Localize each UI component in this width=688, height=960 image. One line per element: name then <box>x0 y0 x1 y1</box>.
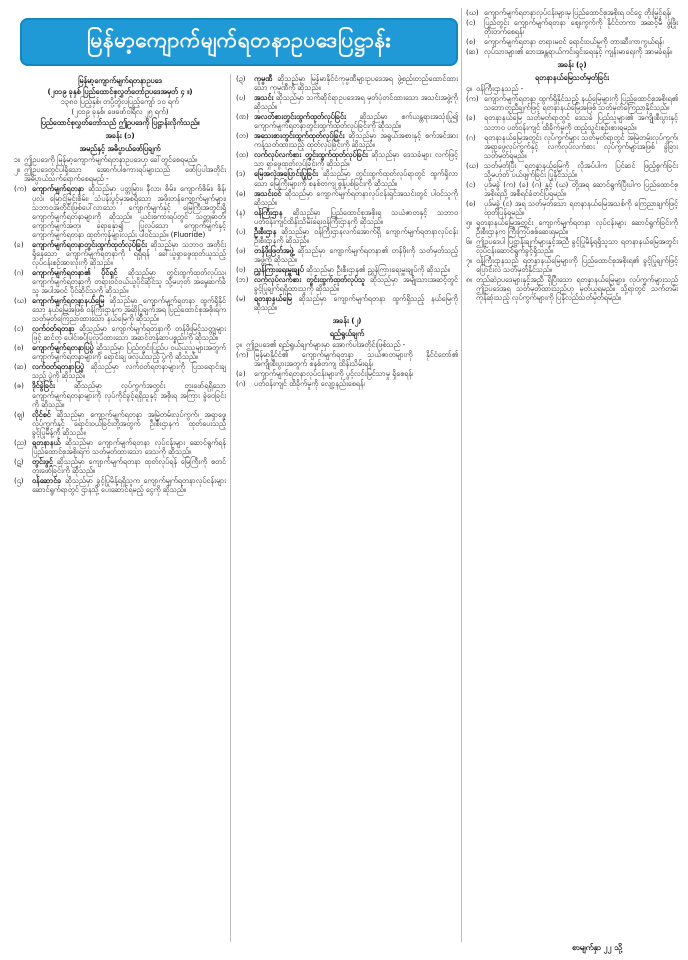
item-text <box>254 275 458 293</box>
item-number: (ဗ) <box>236 264 246 274</box>
defined-term: ဝန်ကြီးဌာန <box>254 207 293 217</box>
item-number: (က) <box>14 184 27 194</box>
item-text <box>254 169 458 187</box>
item-text <box>484 113 678 131</box>
item-body: ဆိုသည်မှာ ကျောက်မျက်ရတနာ ထွက်ရှိသည့် နယ်မြေကို ဆိုသည်။ <box>254 294 458 313</box>
list-item <box>236 169 458 187</box>
defined-term: ရတနာနယ်မြေ <box>254 294 299 304</box>
list-item <box>14 362 226 380</box>
defined-term: ကျောက်မျက်ရတနာပြပွဲ <box>32 343 97 353</box>
list-item <box>236 265 458 274</box>
defined-term: အသင်းဝင် <box>254 188 285 198</box>
item-number: (ဒ) <box>236 169 246 179</box>
item-body: ဆိုသည်မှာ ကျောက်မျက်ရတနာ ထွက်ရှိနိုင်သော နယ်မြေအဖြစ် ဝန်ကြီးဌာနက အဆိုပြုချက်အရ ပြည်ထောင်စုအစိုးရက သတ်မှတ်ကြေညာထားသော နယ်မြေကို ဆိုသည်။ <box>32 296 226 324</box>
item-number: (တ) <box>236 131 249 141</box>
list-item <box>236 189 458 207</box>
definitions-list <box>14 155 226 494</box>
list-item <box>466 113 678 131</box>
item-body: ကျောက်မျက်ရတနာ တရားမဝင် ရောင်းဝယ်မှုကို တားဆီးကာကွယ်ရန်၊ <box>484 37 664 47</box>
list-item <box>236 93 458 111</box>
item-body: ပတ်ဝန်းကျင် ထိခိုက်မှုကို လျော့နည်းစေရန်၊ <box>254 379 365 389</box>
item-number: (ဏ) <box>236 112 249 122</box>
chapter-2-title: ရည်ရွယ်ချက် <box>329 329 365 339</box>
item-body: ဤဥပဒေကို မြန်မာ့ကျောက်မျက်ရတနာဥပဒေဟု ခေါ်တွင်စေရမည်။ <box>24 155 198 165</box>
chapter-1-title: အမည်နှင့် အဓိပ္ပာယ်ဖော်ပြချက် <box>79 144 161 154</box>
list-item <box>236 350 458 368</box>
item-number: (င) <box>14 324 24 334</box>
law-enactment: ပြည်ထောင်စုလွှတ်တော်သည် ဤဥပဒေကို ပြဋ္ဌာန်းလိုက်သည်။ <box>40 118 200 128</box>
column-divider <box>230 74 231 942</box>
item-number: (စ) <box>14 343 24 353</box>
item-text <box>484 18 678 36</box>
defined-term: ဦးစီးဌာန <box>254 226 282 236</box>
item-body: ဆိုသည်မှာ ပြည်တွင်းပြည်ပ ဝယ်ယူသူများအတွက် ကျောက်မျက်ရတနာများကို ရောင်းချ ဖလှယ်သည့် ပွဲကို ဆိုသည်။ <box>32 343 226 362</box>
zone-designation-list <box>466 84 678 302</box>
law-name: မြန်မာ့ကျောက်မျက်ရတနာဥပဒေ <box>78 76 162 85</box>
item-text <box>32 296 226 323</box>
item-text <box>254 112 458 130</box>
defined-term: အလတ်စားတွင်းထွက်ထုတ်လုပ်ခြင်း <box>254 112 360 122</box>
list-item <box>14 165 226 183</box>
item-text <box>484 180 678 198</box>
item-text <box>484 47 678 56</box>
defined-term: လိုင်စင် <box>32 409 57 419</box>
item-number: ၇။ <box>466 256 473 266</box>
defined-term: တန်ဖိုးဖြတ်အဖွဲ့ <box>254 245 298 255</box>
defined-term: ကျောက်မျက်ရတနာတွင်းထွက်ထုတ်လုပ်ခြင်း <box>32 239 151 249</box>
item-number: ၄။ <box>466 84 473 94</box>
defined-term: ကျောက်မျက်ရတနာနယ်မြေ <box>32 296 110 306</box>
item-number: (ဂ) <box>236 379 246 389</box>
item-body: ရတနာနယ်မြေ သတ်မှတ်ရာတွင် ဒေသခံ ပြည်သူများ၏ အကျိုးစီးပွားနှင့် သဘာဝ ပတ်ဝန်းကျင် ထိခိုက်မှုကို ထည့်သွင်းစဉ်းစားရမည်။ <box>484 113 678 132</box>
item-text <box>32 240 226 267</box>
defined-term: ရတနာနယ် <box>32 437 66 447</box>
item-number: (ဖ) <box>236 245 246 255</box>
item-body: ဆိုသည်မှာ ဒေသခံများ လက်ဖြင့်သာ ရှာဖွေထုတ်လုပ်ခြင်းကို ဆိုသည်။ <box>254 150 458 169</box>
list-item <box>236 275 458 293</box>
list-item <box>466 275 678 302</box>
item-number: (ထ) <box>236 150 249 160</box>
item-body: ဆိုသည်မှာ ကျောက်မျက်ရတနာ၏ တန်ဖိုးကို သတ်မှတ်သည့်အဖွဲ့ကို ဆိုသည်။ <box>254 245 458 264</box>
list-item <box>14 343 226 361</box>
item-number: (စ) <box>466 37 476 47</box>
item-body: ဆိုသည်မှာ လုပ်ကွက်အတွင်း တူးဖော်ရရှိသော ကျောက်မျက်ရတနာများကို လုပ်ကိုင်ခွင့်ရရှိသူနှင့် အစိုးရ အကြား ခွဲဝေခြင်းကို ဆိုသည်။ <box>32 381 226 409</box>
list-item <box>466 218 678 236</box>
item-body: ကျောက်မျက်ရတနာလုပ်ငန်းများမှ ပြည်ထောင်စုအစိုးရ ဝင်ငွေ တိုးမြှင့်ရန်၊ <box>484 8 672 17</box>
item-body: ဆိုသည်မှာ သက်ဆိုင်ရာဥပဒေအရ မှတ်ပုံတင်ထားသော အသင်းအဖွဲ့ကို ဆိုသည်။ <box>254 93 458 112</box>
list-item <box>466 133 678 160</box>
defined-term: ကုမ္ပဏီ <box>254 74 278 83</box>
column-2 <box>236 74 458 944</box>
item-text <box>246 340 458 349</box>
item-body: ပုဒ်မခွဲ (က) (ခ) (ဂ) နှင့် (ဃ) တို့အရ ဆောင်ရွက်ပြီးပါက ပြည်ထောင်စုအစိုးရသို့ အစီရင်ခံတင်ပြရမည်။ <box>484 179 678 198</box>
list-item <box>466 18 678 36</box>
item-number: (ဇ) <box>14 381 24 391</box>
item-number: ၅။ <box>466 217 473 227</box>
chapter-3-title: ရတနာနယ်မြေသတ်မှတ်ခြင်း <box>535 73 609 83</box>
item-number: (ဃ) <box>14 296 27 306</box>
list-item <box>236 340 458 349</box>
definitions-list-continued <box>236 74 458 312</box>
list-item <box>236 369 458 378</box>
list-item <box>236 150 458 168</box>
list-item <box>466 199 678 217</box>
item-body: ဤဥပဒေ၏ ရည်ရွယ်ချက်များမှာ အောက်ပါအတိုင်းဖြစ်သည် - <box>246 340 406 350</box>
item-text <box>484 161 678 179</box>
list-item <box>14 324 226 342</box>
item-number: (ဃ) <box>466 160 479 170</box>
item-body: ကျောက်မျက်ရတနာ ထွက်ရှိနိုင်သည့် နယ်မြေများကို ပြည်ထောင်စုအစိုးရ၏ သဘောတူညီချက်ဖြင့် ရတနာနယ်မြေအဖြစ် သတ်မှတ်ကြေညာနိုင်သည်။ <box>484 94 678 113</box>
continued-on-page: စာမျက်နှာ ၂၂ သို့ <box>572 943 623 952</box>
item-body: ကျောက်မျက်ရတနာလုပ်ငန်းများကို ပွင့်လင်းမြင်သာမှု ရှိစေရန်၊ <box>254 369 414 379</box>
list-item <box>14 240 226 267</box>
item-text <box>32 476 226 494</box>
item-number: (န) <box>236 207 246 217</box>
item-text <box>484 133 678 160</box>
item-body: ဆိုသည်မှာ ကျောက်မျက်ရတနာကို တန်ဖိုးမြင့်သတ္တုများဖြင့် ဆင်တူ ပေါင်းစပ်ပြုလုပ်ထားသော အဆင်တန်ဆာပစ္စည်းကို ဆိုသည်။ <box>32 324 226 343</box>
item-number: ၆။ <box>466 237 473 247</box>
item-number: (ဘ) <box>236 274 249 284</box>
item-text <box>32 268 226 295</box>
item-number: (ဆ) <box>14 362 27 372</box>
objectives-list <box>236 340 458 388</box>
item-number: ၈။ <box>466 275 473 285</box>
item-text <box>32 362 226 380</box>
list-item <box>236 294 458 312</box>
defined-term: ကျောက်မျက်ရတနာ <box>32 184 89 194</box>
item-text <box>254 227 458 245</box>
item-text <box>32 438 226 456</box>
item-text <box>32 410 226 437</box>
item-number: (က) <box>466 94 479 104</box>
law-date-en: (၂၀၁၉ ခုနှစ်၊ ဖေဖော်ဝါရီလ ၂၅ ရက်) <box>71 107 169 117</box>
defined-term: ကျောက်မျက်ရတနာ၏ ပိုင်ရှင် <box>32 267 129 277</box>
item-number: (ဎ) <box>236 93 246 103</box>
item-text <box>254 265 458 274</box>
item-body: ဆိုသည်မှာ ကျောက်မျက်ရတနာ လုပ်ငန်းများ ဆောင်ရွက်ရန် ပြည်ထောင်စုအစိုးရက သတ်မှတ်ထားသော ဒေသကို ဆိုသည်။ <box>32 437 226 456</box>
item-number: (ည) <box>14 437 27 447</box>
item-text <box>476 275 678 302</box>
item-text <box>32 381 226 408</box>
item-body: လုပ်သားများ၏ ဘေးအန္တရာယ်ကင်းရှင်းရေးနှင့် ကျန်းမာရေးကို အာမခံရန်။ <box>484 47 673 57</box>
defined-term: လက်လုပ်လက်စား တွင်းထွက်ထုတ်လုပ်ခြင်း <box>254 150 372 160</box>
item-text <box>484 94 678 112</box>
item-number: (ဋ) <box>14 456 24 466</box>
list-item <box>14 438 226 456</box>
list-item <box>236 246 458 264</box>
item-text <box>254 369 458 378</box>
chapter-1-number: အခန်း (၁) <box>105 131 135 141</box>
item-body: ဤဥပဒေပါ ပြဋ္ဌာန်းချက်များနှင့်အညီ ခွင့်ပြုမိန့်ရရှိသူသာ ရတနာနယ်မြေအတွင်း လုပ်ငန်းဆောင်ရွက်ခွင့်ရှိသည်။ <box>476 237 678 256</box>
item-body: ဆိုသည်မှာ မြန်မာနိုင်ငံကုမ္ပဏီများဥပဒေအရ ဖွဲ့စည်းတည်ထောင်ထားသော ကုမ္ပဏီကို ဆိုသည်။ <box>254 74 458 93</box>
defined-term: အသေးစားတွင်းထွက်ထုတ်လုပ်ခြင်း <box>254 131 349 141</box>
defined-term: မြေအလှဲအပြောင်းပြုခြင်း <box>254 169 323 179</box>
item-body: ဆိုသည်မှာ သဘာဝ အတိုင်းရှိနေသော ကျောက်မျက်ရတနာကို ရရှိရန် ခေါ်ယူရှာဖွေထုတ်ယူသည့် လုပ်ငန်းစဉ်အားလုံးကို ဆိုသည်။ <box>32 239 226 267</box>
list-item <box>466 47 678 56</box>
objectives-list-continued <box>466 8 678 56</box>
item-number: (က) <box>236 350 249 360</box>
item-text <box>254 246 458 264</box>
list-item <box>14 268 226 295</box>
item-number: (မ) <box>236 294 246 304</box>
item-number: (ခ) <box>14 239 24 249</box>
item-text <box>24 155 226 164</box>
item-body: ဆိုသည်မှာ ပတ္တမြား၊ နီလာ၊ စိမ်း၊ ကျောက်စိမ်း၊ စိန်၊ ပုလဲ၊ မြောင်မြင်းစိမ်း၊ သံပန်းပွင့်မှအစရှိသော အဖိုးတန်ကျောက်မျက်များ၊ သဘာဝအတိုင်းဖြစ်ပေါ်လာသော ကျောက်မျက်နှင့် မြေကြီးအတွင်းရှိ ကျောက်မျက်ရတနာများကို ဆိုသည်။ ယင်းစကားရပ်တွင် သတ္တုဓာတ်၊ ကျောက်မျက်အတု၊ ရောနှော၍ ပြုလုပ်သော ကျောက်မျက်နှင့် ကျောက်မျက်ရတနာ ထုတ်ကုန်များလည်း ပါဝင်သည်။ (Fluoride) <box>32 184 226 239</box>
item-body: ရတနာနယ်မြေအတွင်း လုပ်ကွက်များ သတ်မှတ်ရာတွင် အမြဲတမ်းလုပ်ကွက်၊ အရှာဖွေလုပ်ကွက်နှင့် လက်လုပ်လက်စား လုပ်ကွက်များအဖြစ် ခွဲခြားသတ်မှတ်ရမည်။ <box>484 132 678 160</box>
item-body: ဆိုသည်မှာ တွင်းထွက်ထုတ်လုပ်သူ၊ ကျောက်မျက်ရတနာကို တရားဝင်ဝယ်ယူပိုင်ဆိုင်သူ သို့မဟုတ် အမွေဆက်ခံသူ အပါအဝင် ပိုင်ဆိုင်သူကို ဆိုသည်။ <box>32 267 226 295</box>
defined-term: ဝန်ဆောင်ခ <box>32 475 66 485</box>
list-item <box>466 161 678 179</box>
item-number: (ပ) <box>236 226 246 236</box>
list-item <box>466 8 678 17</box>
list-item <box>14 476 226 494</box>
item-text <box>32 324 226 342</box>
list-item <box>236 227 458 245</box>
item-body: မြန်မာနိုင်ငံ၏ ကျောက်မျက်ရတနာ သယံဇာတများကို နိုင်ငံတော်၏ အကျိုးစီးပွားအတွက် စနစ်တကျ ထိန်းသိမ်းရန်၊ <box>254 350 458 369</box>
item-number: ၂။ <box>14 165 20 175</box>
item-text <box>32 457 226 475</box>
list-item <box>14 184 226 238</box>
item-body: ဆိုသည်မှာ ကျောက်မျက်ရတနာ အမြဲတမ်းလုပ်ကွက်၊ အရှာဖွေ လုပ်ကွက်နှင့် ရောင်းဝယ်ခြင်းတို့အတွက် ဦးစီးဌာနက ထုတ်ပေးသည့် ခွင့်ပြုမိန့်ကို ဆိုသည်။ <box>32 409 226 437</box>
item-text <box>254 74 458 92</box>
item-body: ဆိုသည်မှာ လက်ဝတ်ရတနာများကို ပြသရောင်းချသည့် ပွဲကို ဆိုသည်။ <box>32 362 226 381</box>
list-item <box>14 457 226 475</box>
list-item <box>14 410 226 437</box>
item-number: (ဓ) <box>236 188 246 198</box>
item-text <box>476 237 678 255</box>
item-body: ပုဒ်မခွဲ (င) အရ သတ်မှတ်သော ရတနာနယ်မြေအသစ်ကို ကြေညာချက်ဖြင့် ထုတ်ပြန်ရမည်။ <box>484 198 678 217</box>
item-number: (ဍ) <box>236 74 246 83</box>
law-number: (၂၀၁၉ ခုနှစ် ပြည်ထောင်စုလွှတ်တော်ဥပဒေအမှတ် ၄ ။) <box>47 87 193 97</box>
item-text <box>254 350 458 368</box>
item-body: ဆိုသည်မှာ အမျိုးသားအဆင့်တွင် ခွင့်ပြုချက်ရရှိထားသူကို ဆိုသည်။ <box>254 274 458 294</box>
item-text <box>32 343 226 361</box>
item-text <box>32 184 226 238</box>
item-text <box>254 379 458 388</box>
item-number: ၁။ <box>14 155 21 165</box>
item-text <box>254 131 458 149</box>
column-1 <box>14 74 226 944</box>
item-body: သတ်မှတ်ပြီး ရတနာနယ်မြေကို လိုအပ်ပါက ပြင်ဆင် ဖြည့်စွက်ခြင်း သို့မဟုတ် ပယ်ဖျက်ခြင်း ပြုနိုင်သည်။ <box>484 160 678 179</box>
list-item <box>466 256 678 274</box>
item-number: (စ) <box>466 198 476 208</box>
item-text <box>484 199 678 217</box>
item-text <box>476 218 678 236</box>
item-text <box>254 189 458 207</box>
defined-term: တွင်းဖွင့် <box>32 456 57 466</box>
defined-term: လက်ဝတ်ရတနာ <box>32 324 80 334</box>
item-text <box>254 208 458 226</box>
item-number: ၃။ <box>236 340 243 350</box>
item-body: ဆိုသည်မှာ စက်ယန္တရားအသုံးပြု၍ ကျောက်မျက်ရတနာတွင်းထွက်ထုတ်လုပ်ခြင်းကို ဆိုသည်။ <box>254 112 458 131</box>
column-divider <box>461 8 462 942</box>
list-item <box>236 112 458 130</box>
item-number: (ခ) <box>236 369 246 379</box>
item-text <box>24 165 226 183</box>
list-item <box>14 296 226 323</box>
item-body: ဆိုသည်မှာ ပြည်ထောင်စုအစိုးရ သယံဇာတနှင့် သဘာဝပတ်ဝန်းကျင်ထိန်းသိမ်းရေးဝန်ကြီးဌာနကို ဆိုသည်။ <box>254 207 458 226</box>
item-number: (ဆ) <box>466 47 479 57</box>
list-item <box>236 74 458 92</box>
law-banner-title: မြန်မာ့ကျောက်မျက်ရတနာဥပဒေပြဋ္ဌာန်း <box>20 18 458 66</box>
item-number: (ဂ) <box>14 267 24 277</box>
item-text <box>476 256 678 274</box>
chapter-2-number: အခန်း (၂) <box>332 316 362 326</box>
item-body: ဆိုသည်မှာ ဝန်ကြီးဌာနလက်အောက်ရှိ ကျောက်မျက်ရတနာလုပ်ငန်းဦးစီးဌာနကို ဆိုသည်။ <box>254 226 458 245</box>
chapter-3-number: အခန်း (၃) <box>557 60 587 70</box>
item-body: ဆိုသည်မှာ အရွယ်အစားနှင့် စက်အင်အားကန့်သတ်ထားသည့် ထုတ်လုပ်ခြင်းကို ဆိုသည်။ <box>254 131 458 150</box>
list-item <box>14 155 226 164</box>
list-item <box>236 131 458 149</box>
defined-term: လက်ဝတ်ရတနာပြပွဲ <box>32 362 91 372</box>
item-number: (ဃ) <box>466 8 479 17</box>
list-item <box>466 180 678 198</box>
column-3 <box>466 8 678 944</box>
defined-term: လက်လုပ်လက်စား တွင်းထွက်ထုတ်လုပ်သူ <box>254 274 371 284</box>
item-text <box>476 84 678 93</box>
item-number: (ဈ) <box>14 409 25 419</box>
item-text <box>254 294 458 312</box>
item-number: (င) <box>466 18 476 28</box>
defined-term: ညွှန်ကြားရေးမှူးချုပ် <box>254 264 307 274</box>
item-number: (င) <box>466 179 476 189</box>
list-item <box>466 37 678 46</box>
item-body: ဆိုသည်မှာ ကျောက်မျက်ရတနာလုပ်ငန်းရှင်အသင်းတွင် ပါဝင်သူကို ဆိုသည်။ <box>254 188 458 207</box>
list-item <box>466 237 678 255</box>
list-item <box>466 94 678 112</box>
list-item <box>14 381 226 408</box>
item-text <box>484 8 678 17</box>
item-body: ဆိုသည်မှာ ခွင့်ပြုမိန့်ရရှိသူက ကျောက်မျက်ရတနာလုပ်ငန်းများ ဆောင်ရွက်ရာတွင် ဌာနသို့ ပေးဆောင်ရမည့် ငွေကို ဆိုသည်။ <box>32 475 226 494</box>
item-body: ဝန်ကြီးဌာနသည် ရတနာနယ်မြေများကို ပြည်ထောင်စုအစိုးရ၏ ခွင့်ပြုချက်ဖြင့် ပြောင်းလဲ သတ်မှတ်နိုင်သည်။ <box>476 256 678 275</box>
item-body: ဆိုသည်မှာ ဦးစီးဌာန၏ ညွှန်ကြားရေးမှူးချုပ်ကို ဆိုသည်။ <box>306 264 450 274</box>
item-number: (ခ) <box>466 113 476 123</box>
item-text <box>484 37 678 46</box>
law-date-my: ၁၃၈၀ ပြည့်နှစ်၊ တပို့တွဲလပြည့်ကျော် ၁၀ ရက် <box>61 97 179 107</box>
item-number: (ဌ) <box>14 475 24 485</box>
item-body: တည်ဆဲဥပဒေများနှင့်အညီ ရှိပြီးသော ရတနာနယ်မြေများ၊ လုပ်ကွက်များသည် ဤဥပဒေအရ သတ်မှတ်ထားသည်ဟု မှတ်ယူရမည်။ သို့ရာတွင် သက်တမ်းကုန်ဆုံးသည့် လုပ်ကွက်များကို ပြန်လည်သတ်မှတ်ရမည်။ <box>476 275 678 303</box>
defined-term: အသင်း <box>254 93 277 103</box>
list-item <box>236 208 458 226</box>
item-body: ဆိုသည်မှာ ကျောက်မျက်ရတနာ ထုတ်လုပ်ရန် မြေကြီးကို စတင်တူးဖော်ခြင်းကို ဆိုသည်။ <box>32 456 226 475</box>
item-text <box>254 93 458 111</box>
item-body: ဆိုသည်မှာ တွင်းထွက်ထုတ်လုပ်ရာတွင် ထွက်ရှိလာသော မြေကြီးများကို စနစ်တကျ စွန့်ပစ်ခြင်းကို ဆိုသည်။ <box>254 169 458 188</box>
item-body: ပြည်တွင်း ကျောက်မျက်ရတနာ ဈေးကွက်ကို နိုင်ငံတကာ အဆင့်မီ ဖွံ့ဖြိုးတိုးတက်စေရန်၊ <box>484 18 678 37</box>
defined-term: ဒိုင်ခွဲခြင်း <box>32 381 75 391</box>
item-text <box>254 150 458 168</box>
item-body: ဝန်ကြီးဌာနသည် - <box>476 84 524 94</box>
item-body: ဤဥပဒေတွင်ပါရှိသော အောက်ပါစကားရပ်များသည် ဖော်ပြပါအတိုင်း အဓိပ္ပာယ်သက်ရောက်စေရမည် - <box>24 165 226 184</box>
item-number: (ဂ) <box>466 132 476 142</box>
list-item <box>236 379 458 388</box>
item-body: ရတနာနယ်မြေအတွင်း ကျောက်မျက်ရတနာ လုပ်ငန်းများ ဆောင်ရွက်ခြင်းကို ဦးစီးဌာနက ကြီးကြပ်စစ်ဆေးရမည်။ <box>476 217 678 237</box>
list-item <box>466 84 678 93</box>
